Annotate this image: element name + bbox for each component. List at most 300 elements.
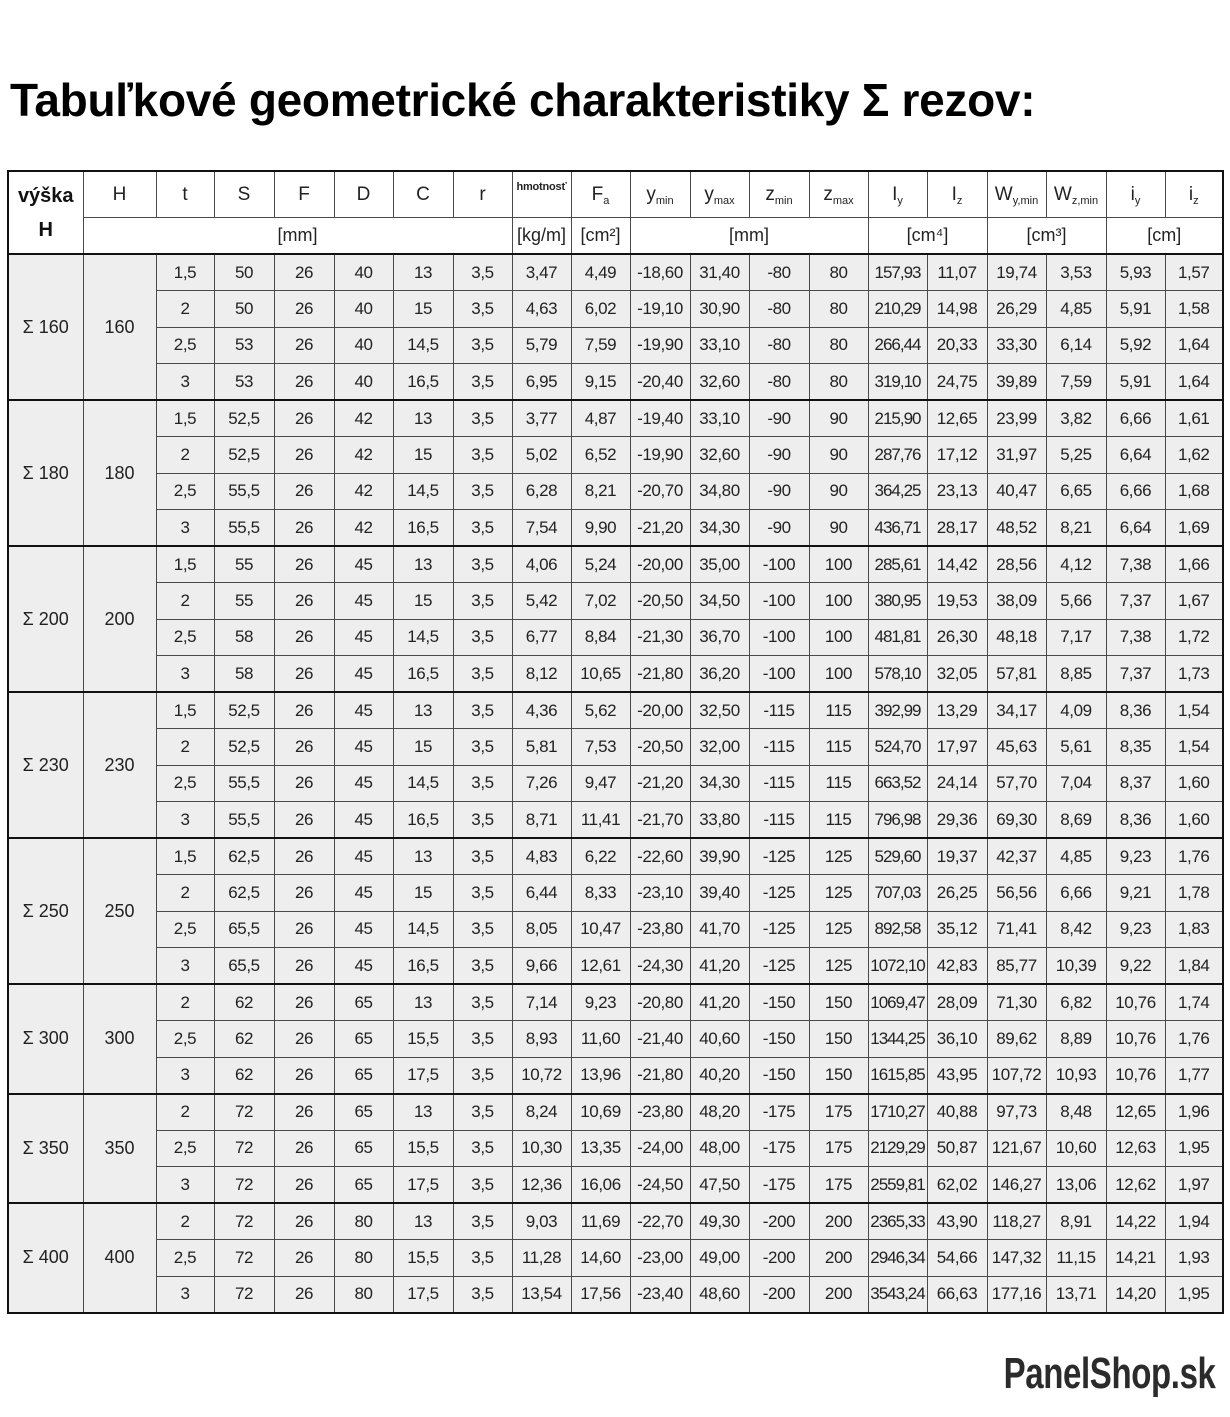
- cell-F: 26: [274, 656, 334, 693]
- header-subscript: y: [897, 194, 903, 207]
- cell-zmax: 175: [809, 1094, 868, 1131]
- cell-Iz: 23,13: [927, 473, 987, 510]
- cell-iy: 12,65: [1106, 1094, 1165, 1131]
- cell-Wymin: 48,52: [987, 510, 1046, 547]
- cell-ymin: -22,60: [630, 838, 690, 875]
- cell-iz: 1,62: [1165, 437, 1223, 474]
- cell-iz: 1,54: [1165, 729, 1223, 766]
- cell-iy: 9,22: [1106, 948, 1165, 985]
- cell-S: 72: [214, 1203, 274, 1240]
- table-row: [8, 400, 1223, 437]
- cell-Iy: 266,44: [868, 327, 927, 364]
- cell-ymax: 48,00: [690, 1130, 749, 1167]
- table-row: [8, 1021, 1223, 1058]
- cell-iz: 1,68: [1165, 473, 1223, 510]
- cell-zmax: 125: [809, 838, 868, 875]
- cell-ymax: 34,30: [690, 510, 749, 547]
- cell-t: 2: [156, 583, 214, 620]
- cell-ymin: -23,00: [630, 1240, 690, 1277]
- cell-Fa: 6,52: [571, 437, 630, 474]
- cell-S: 72: [214, 1240, 274, 1277]
- cell-C: 15: [393, 729, 453, 766]
- cell-Fa: 4,87: [571, 400, 630, 437]
- cell-ymax: 36,70: [690, 619, 749, 656]
- profile-name-cell: Σ 350: [8, 1094, 83, 1204]
- cell-zmax: 200: [809, 1240, 868, 1277]
- cell-zmin: -125: [749, 911, 809, 948]
- cell-r: 3,5: [453, 619, 512, 656]
- cell-ymax: 32,60: [690, 364, 749, 401]
- cell-r: 3,5: [453, 984, 512, 1021]
- cell-r: 3,5: [453, 692, 512, 729]
- header-vyska-symbol: H: [38, 218, 53, 241]
- cell-Wymin: 85,77: [987, 948, 1046, 985]
- cell-F: 26: [274, 546, 334, 583]
- profile-height-cell: 160: [83, 254, 156, 400]
- profile-name-cell: Σ 200: [8, 546, 83, 692]
- panelshop-logo: PanelShop.sk: [1004, 1349, 1216, 1398]
- cell-Fa: 7,53: [571, 729, 630, 766]
- header-symbol: F: [591, 183, 604, 205]
- cell-r: 3,5: [453, 327, 512, 364]
- cell-F: 26: [274, 1021, 334, 1058]
- cell-D: 45: [334, 656, 393, 693]
- cell-zmin: -200: [749, 1276, 809, 1313]
- cell-iz: 1,64: [1165, 327, 1223, 364]
- cell-F: 26: [274, 254, 334, 291]
- cell-r: 3,5: [453, 1276, 512, 1313]
- profile-name-cell: Σ 230: [8, 692, 83, 838]
- cell-mass: 4,63: [512, 291, 571, 328]
- cell-Iz: 14,42: [927, 546, 987, 583]
- cell-ymin: -21,20: [630, 765, 690, 802]
- cell-Iy: 157,93: [868, 254, 927, 291]
- cell-C: 14,5: [393, 765, 453, 802]
- cell-iz: 1,57: [1165, 254, 1223, 291]
- cell-r: 3,5: [453, 729, 512, 766]
- cell-ymax: 48,20: [690, 1094, 749, 1131]
- cell-iz: 1,54: [1165, 692, 1223, 729]
- cell-F: 26: [274, 1276, 334, 1313]
- cell-Wymin: 48,18: [987, 619, 1046, 656]
- cell-iz: 1,76: [1165, 838, 1223, 875]
- cell-Iy: 210,29: [868, 291, 927, 328]
- cell-Wymin: 38,09: [987, 583, 1046, 620]
- profile-name-cell: Σ 160: [8, 254, 83, 400]
- cell-ymin: -19,90: [630, 327, 690, 364]
- cell-ymin: -23,80: [630, 911, 690, 948]
- cell-Wymin: 121,67: [987, 1130, 1046, 1167]
- cell-ymin: -19,40: [630, 400, 690, 437]
- unit-radius: [cm]: [1106, 218, 1223, 255]
- cell-D: 80: [334, 1240, 393, 1277]
- cell-D: 65: [334, 1094, 393, 1131]
- cell-Wzmin: 7,04: [1046, 765, 1106, 802]
- header-symbol: W: [1053, 183, 1072, 205]
- cell-Iy: 2946,34: [868, 1240, 927, 1277]
- cell-Iy: 1710,27: [868, 1094, 927, 1131]
- cell-r: 3,5: [453, 1167, 512, 1204]
- cell-Iz: 50,87: [927, 1130, 987, 1167]
- cell-zmin: -115: [749, 802, 809, 839]
- header-ymin: [630, 171, 690, 218]
- table-row: [8, 692, 1223, 729]
- cell-r: 3,5: [453, 1094, 512, 1131]
- cell-zmax: 115: [809, 802, 868, 839]
- cell-Iz: 32,05: [927, 656, 987, 693]
- header-subscript: y: [1134, 194, 1141, 207]
- header-symbol: i: [1130, 183, 1135, 205]
- cell-F: 26: [274, 1203, 334, 1240]
- cell-F: 26: [274, 1057, 334, 1094]
- cell-zmax: 80: [809, 254, 868, 291]
- cell-iz: 1,69: [1165, 510, 1223, 547]
- cell-Wzmin: 6,14: [1046, 327, 1106, 364]
- cell-mass: 6,44: [512, 875, 571, 912]
- header-Wzmin: [1046, 171, 1106, 218]
- cell-iy: 10,76: [1106, 1021, 1165, 1058]
- profile-height-cell: 400: [83, 1203, 156, 1313]
- cell-iz: 1,95: [1165, 1276, 1223, 1313]
- table-body: [8, 254, 1223, 1313]
- cell-mass: 5,02: [512, 437, 571, 474]
- cell-D: 45: [334, 765, 393, 802]
- cell-mass: 5,81: [512, 729, 571, 766]
- cell-Fa: 11,69: [571, 1203, 630, 1240]
- cell-ymax: 32,60: [690, 437, 749, 474]
- cell-S: 55: [214, 583, 274, 620]
- cell-t: 2,5: [156, 1021, 214, 1058]
- table-row: [8, 1094, 1223, 1131]
- cell-mass: 9,66: [512, 948, 571, 985]
- cell-S: 55,5: [214, 765, 274, 802]
- cell-Wzmin: 8,48: [1046, 1094, 1106, 1131]
- cell-Wzmin: 10,39: [1046, 948, 1106, 985]
- header-zmin: [749, 171, 809, 218]
- cell-Iz: 12,65: [927, 400, 987, 437]
- cell-Wymin: 42,37: [987, 838, 1046, 875]
- header-iz: [1165, 171, 1223, 218]
- header-subscript: min: [774, 194, 793, 207]
- cell-F: 26: [274, 364, 334, 401]
- cell-Wymin: 34,17: [987, 692, 1046, 729]
- header-r: r: [453, 171, 512, 218]
- table-row: [8, 254, 1223, 291]
- cell-F: 26: [274, 291, 334, 328]
- cell-iy: 7,38: [1106, 546, 1165, 583]
- cell-C: 13: [393, 254, 453, 291]
- cell-mass: 12,36: [512, 1167, 571, 1204]
- cell-Iz: 14,98: [927, 291, 987, 328]
- cell-Wzmin: 3,82: [1046, 400, 1106, 437]
- cell-r: 3,5: [453, 583, 512, 620]
- table-row: [8, 984, 1223, 1021]
- cell-F: 26: [274, 1130, 334, 1167]
- cell-t: 3: [156, 510, 214, 547]
- cell-mass: 4,06: [512, 546, 571, 583]
- cell-C: 16,5: [393, 802, 453, 839]
- cell-Wymin: 107,72: [987, 1057, 1046, 1094]
- cell-F: 26: [274, 948, 334, 985]
- cell-S: 55,5: [214, 473, 274, 510]
- cell-r: 3,5: [453, 1021, 512, 1058]
- cell-zmin: -80: [749, 291, 809, 328]
- cell-zmin: -175: [749, 1130, 809, 1167]
- cell-S: 72: [214, 1167, 274, 1204]
- cell-Wzmin: 10,93: [1046, 1057, 1106, 1094]
- cell-ymax: 32,00: [690, 729, 749, 766]
- cell-mass: 3,77: [512, 400, 571, 437]
- cell-Fa: 9,90: [571, 510, 630, 547]
- cell-r: 3,5: [453, 473, 512, 510]
- cell-ymin: -20,70: [630, 473, 690, 510]
- cell-S: 55,5: [214, 510, 274, 547]
- cell-Iz: 26,30: [927, 619, 987, 656]
- cell-ymin: -18,60: [630, 254, 690, 291]
- cell-Wzmin: 8,21: [1046, 510, 1106, 547]
- cell-mass: 8,71: [512, 802, 571, 839]
- cell-Iy: 529,60: [868, 838, 927, 875]
- cell-Iz: 62,02: [927, 1167, 987, 1204]
- cell-F: 26: [274, 437, 334, 474]
- cell-mass: 10,30: [512, 1130, 571, 1167]
- cell-zmin: -90: [749, 400, 809, 437]
- header-vyska: [8, 171, 83, 254]
- cell-Fa: 10,47: [571, 911, 630, 948]
- cell-mass: 3,47: [512, 254, 571, 291]
- cell-ymin: -20,80: [630, 984, 690, 1021]
- cell-F: 26: [274, 729, 334, 766]
- cell-Iz: 43,90: [927, 1203, 987, 1240]
- cell-Wzmin: 4,85: [1046, 291, 1106, 328]
- cell-Fa: 7,02: [571, 583, 630, 620]
- cell-D: 45: [334, 802, 393, 839]
- header-ymax: [690, 171, 749, 218]
- cell-iy: 14,22: [1106, 1203, 1165, 1240]
- cell-Fa: 5,62: [571, 692, 630, 729]
- cell-Iy: 215,90: [868, 400, 927, 437]
- cell-iz: 1,60: [1165, 802, 1223, 839]
- cell-S: 53: [214, 327, 274, 364]
- cell-Fa: 8,21: [571, 473, 630, 510]
- cell-mass: 8,93: [512, 1021, 571, 1058]
- table-row: [8, 948, 1223, 985]
- table-row: [8, 1057, 1223, 1094]
- cell-Iz: 17,12: [927, 437, 987, 474]
- cell-C: 14,5: [393, 619, 453, 656]
- cell-iz: 1,74: [1165, 984, 1223, 1021]
- cell-zmin: -115: [749, 765, 809, 802]
- cell-Fa: 17,56: [571, 1276, 630, 1313]
- cell-iy: 8,36: [1106, 802, 1165, 839]
- cell-S: 62: [214, 1021, 274, 1058]
- cell-D: 45: [334, 911, 393, 948]
- table-row: [8, 583, 1223, 620]
- table-row: [8, 364, 1223, 401]
- cell-zmin: -80: [749, 327, 809, 364]
- cell-ymax: 35,00: [690, 546, 749, 583]
- profile-height-cell: 250: [83, 838, 156, 984]
- table-row: [8, 473, 1223, 510]
- cell-iy: 10,76: [1106, 1057, 1165, 1094]
- cell-t: 2,5: [156, 473, 214, 510]
- header-subscript: z,min: [1071, 194, 1099, 207]
- cell-Wzmin: 13,71: [1046, 1276, 1106, 1313]
- cell-iy: 6,66: [1106, 400, 1165, 437]
- cell-zmin: -125: [749, 838, 809, 875]
- table-row: [8, 619, 1223, 656]
- cell-Fa: 16,06: [571, 1167, 630, 1204]
- cell-Iy: 1069,47: [868, 984, 927, 1021]
- header-Iz: [927, 171, 987, 218]
- cell-t: 3: [156, 948, 214, 985]
- cell-Fa: 6,22: [571, 838, 630, 875]
- cell-S: 53: [214, 364, 274, 401]
- cell-F: 26: [274, 1167, 334, 1204]
- cell-C: 16,5: [393, 510, 453, 547]
- sigma-profile-table: [7, 170, 1224, 1314]
- cell-D: 45: [334, 546, 393, 583]
- cell-r: 3,5: [453, 911, 512, 948]
- table-row: [8, 327, 1223, 364]
- cell-zmax: 90: [809, 400, 868, 437]
- cell-Iy: 578,10: [868, 656, 927, 693]
- cell-Iy: 796,98: [868, 802, 927, 839]
- cell-iy: 9,21: [1106, 875, 1165, 912]
- cell-r: 3,5: [453, 254, 512, 291]
- cell-S: 58: [214, 619, 274, 656]
- cell-Wymin: 69,30: [987, 802, 1046, 839]
- cell-r: 3,5: [453, 838, 512, 875]
- cell-Fa: 8,84: [571, 619, 630, 656]
- cell-mass: 7,14: [512, 984, 571, 1021]
- cell-C: 13: [393, 400, 453, 437]
- table-row: [8, 437, 1223, 474]
- cell-t: 3: [156, 802, 214, 839]
- header-subscript: z: [1193, 194, 1199, 207]
- cell-Iy: 3543,24: [868, 1276, 927, 1313]
- cell-Iy: 2559,81: [868, 1167, 927, 1204]
- cell-zmax: 125: [809, 948, 868, 985]
- cell-t: 3: [156, 656, 214, 693]
- header-Iy: [868, 171, 927, 218]
- cell-C: 15,5: [393, 1021, 453, 1058]
- cell-F: 26: [274, 765, 334, 802]
- unit-mass: [kg/m]: [512, 218, 571, 255]
- header-row-units: [8, 218, 1223, 255]
- cell-D: 80: [334, 1203, 393, 1240]
- table-row: [8, 875, 1223, 912]
- cell-Iy: 2365,33: [868, 1203, 927, 1240]
- cell-zmax: 80: [809, 291, 868, 328]
- cell-mass: 5,42: [512, 583, 571, 620]
- cell-Fa: 13,35: [571, 1130, 630, 1167]
- cell-Iy: 892,58: [868, 911, 927, 948]
- unit-section-modulus: [cm³]: [987, 218, 1106, 255]
- cell-t: 2: [156, 729, 214, 766]
- cell-S: 55: [214, 546, 274, 583]
- cell-zmin: -100: [749, 619, 809, 656]
- cell-iy: 7,37: [1106, 656, 1165, 693]
- cell-r: 3,5: [453, 948, 512, 985]
- cell-t: 2,5: [156, 619, 214, 656]
- cell-r: 3,5: [453, 400, 512, 437]
- cell-Iz: 17,97: [927, 729, 987, 766]
- cell-S: 62: [214, 984, 274, 1021]
- cell-zmin: -150: [749, 1057, 809, 1094]
- cell-t: 1,5: [156, 838, 214, 875]
- cell-Iz: 13,29: [927, 692, 987, 729]
- cell-Wzmin: 8,91: [1046, 1203, 1106, 1240]
- cell-iy: 9,23: [1106, 911, 1165, 948]
- cell-ymax: 40,60: [690, 1021, 749, 1058]
- cell-Fa: 4,49: [571, 254, 630, 291]
- cell-D: 65: [334, 984, 393, 1021]
- cell-iy: 7,37: [1106, 583, 1165, 620]
- cell-r: 3,5: [453, 546, 512, 583]
- cell-iz: 1,61: [1165, 400, 1223, 437]
- cell-F: 26: [274, 1240, 334, 1277]
- cell-ymax: 40,20: [690, 1057, 749, 1094]
- cell-F: 26: [274, 1094, 334, 1131]
- cell-r: 3,5: [453, 1057, 512, 1094]
- cell-ymax: 39,90: [690, 838, 749, 875]
- cell-Iy: 1072,10: [868, 948, 927, 985]
- cell-S: 50: [214, 291, 274, 328]
- cell-C: 17,5: [393, 1057, 453, 1094]
- cell-ymin: -20,00: [630, 692, 690, 729]
- cell-iz: 1,66: [1165, 546, 1223, 583]
- cell-ymin: -21,40: [630, 1021, 690, 1058]
- cell-Fa: 5,24: [571, 546, 630, 583]
- cell-Wzmin: 7,17: [1046, 619, 1106, 656]
- table-row: [8, 1203, 1223, 1240]
- header-zmax: [809, 171, 868, 218]
- cell-t: 2: [156, 291, 214, 328]
- cell-r: 3,5: [453, 765, 512, 802]
- cell-F: 26: [274, 984, 334, 1021]
- cell-Wymin: 23,99: [987, 400, 1046, 437]
- cell-t: 1,5: [156, 400, 214, 437]
- cell-mass: 8,24: [512, 1094, 571, 1131]
- cell-t: 2: [156, 1094, 214, 1131]
- cell-Wzmin: 6,65: [1046, 473, 1106, 510]
- cell-D: 65: [334, 1130, 393, 1167]
- cell-D: 42: [334, 510, 393, 547]
- cell-Wymin: 118,27: [987, 1203, 1046, 1240]
- cell-Wymin: 56,56: [987, 875, 1046, 912]
- cell-t: 3: [156, 1057, 214, 1094]
- cell-Iy: 2129,29: [868, 1130, 927, 1167]
- header-subscript: max: [713, 194, 735, 207]
- cell-Wymin: 89,62: [987, 1021, 1046, 1058]
- cell-zmin: -200: [749, 1203, 809, 1240]
- profile-height-cell: 180: [83, 400, 156, 546]
- cell-C: 14,5: [393, 327, 453, 364]
- cell-D: 45: [334, 875, 393, 912]
- cell-zmin: -80: [749, 254, 809, 291]
- cell-S: 65,5: [214, 911, 274, 948]
- cell-S: 62,5: [214, 875, 274, 912]
- cell-ymax: 31,40: [690, 254, 749, 291]
- cell-zmin: -100: [749, 656, 809, 693]
- cell-zmax: 80: [809, 327, 868, 364]
- cell-mass: 8,05: [512, 911, 571, 948]
- cell-iz: 1,84: [1165, 948, 1223, 985]
- cell-D: 65: [334, 1167, 393, 1204]
- cell-ymax: 32,50: [690, 692, 749, 729]
- table-row: [8, 1276, 1223, 1313]
